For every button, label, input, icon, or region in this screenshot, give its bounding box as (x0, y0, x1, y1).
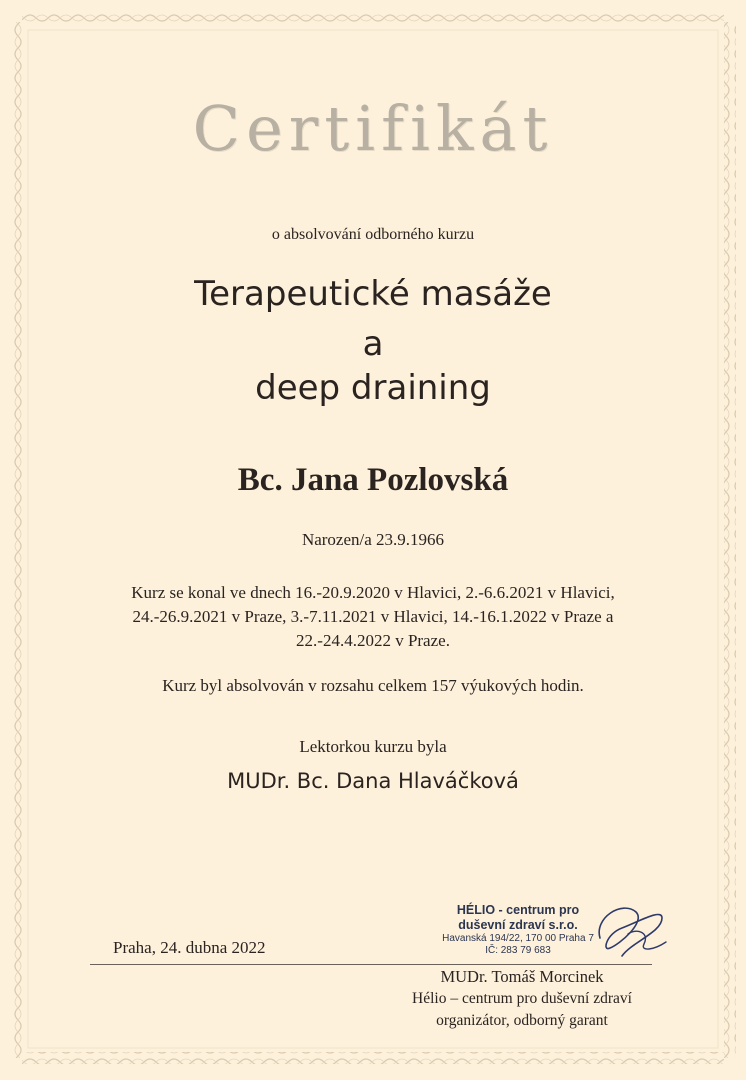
certificate-subtitle: o absolvování odborného kurzu (271, 226, 475, 243)
course-dates-line-3: 22.-24.4.2022 v Praze. (296, 631, 450, 650)
lecturer-label: Lektorkou kurzu byla (299, 737, 447, 756)
place-and-date: Praha, 24. dubna 2022 (113, 938, 266, 957)
stamp-line-2: duševní zdraví s.r.o. (458, 918, 578, 932)
company-stamp (428, 903, 608, 957)
stamp-line-3: Havanská 194/22, 170 00 Praha 7 (442, 933, 594, 944)
recipient-name: Bc. Jana Pozlovská (237, 462, 509, 498)
course-name-line-2: a (362, 324, 384, 364)
certificate-title: Certifikát (192, 92, 554, 165)
signer-organization: Hélio – centrum pro duševní zdraví (412, 990, 632, 1007)
birth-date: Narozen/a 23.9.1966 (301, 530, 445, 549)
course-hours: Kurz byl absolvován v rozsahu celkem 157 výukových hodin. (162, 676, 584, 695)
course-name-line-1: Terapeutické masáže (194, 274, 552, 314)
handwritten-signature (592, 898, 670, 960)
course-name-line-3: deep draining (255, 368, 491, 408)
signature-line (90, 964, 652, 965)
lecturer-name: MUDr. Bc. Dana Hlaváčková (227, 769, 519, 793)
course-dates-line-2: 24.-26.9.2021 v Praze, 3.-7.11.2021 v Hlavici, 14.-16.1.2022 v Praze a (132, 607, 614, 626)
course-dates (0, 581, 746, 653)
signer-role: organizátor, odborný garant (436, 1012, 608, 1029)
course-dates-line-1: Kurz se konal ve dnech 16.-20.9.2020 v Hlavici, 2.-6.6.2021 v Hlavici, (131, 583, 615, 602)
stamp-line-4: IČ: 283 79 683 (485, 945, 551, 956)
stamp-line-1: HÉLIO - centrum pro (456, 903, 580, 917)
signer-name: MUDr. Tomáš Morcinek (440, 967, 604, 986)
